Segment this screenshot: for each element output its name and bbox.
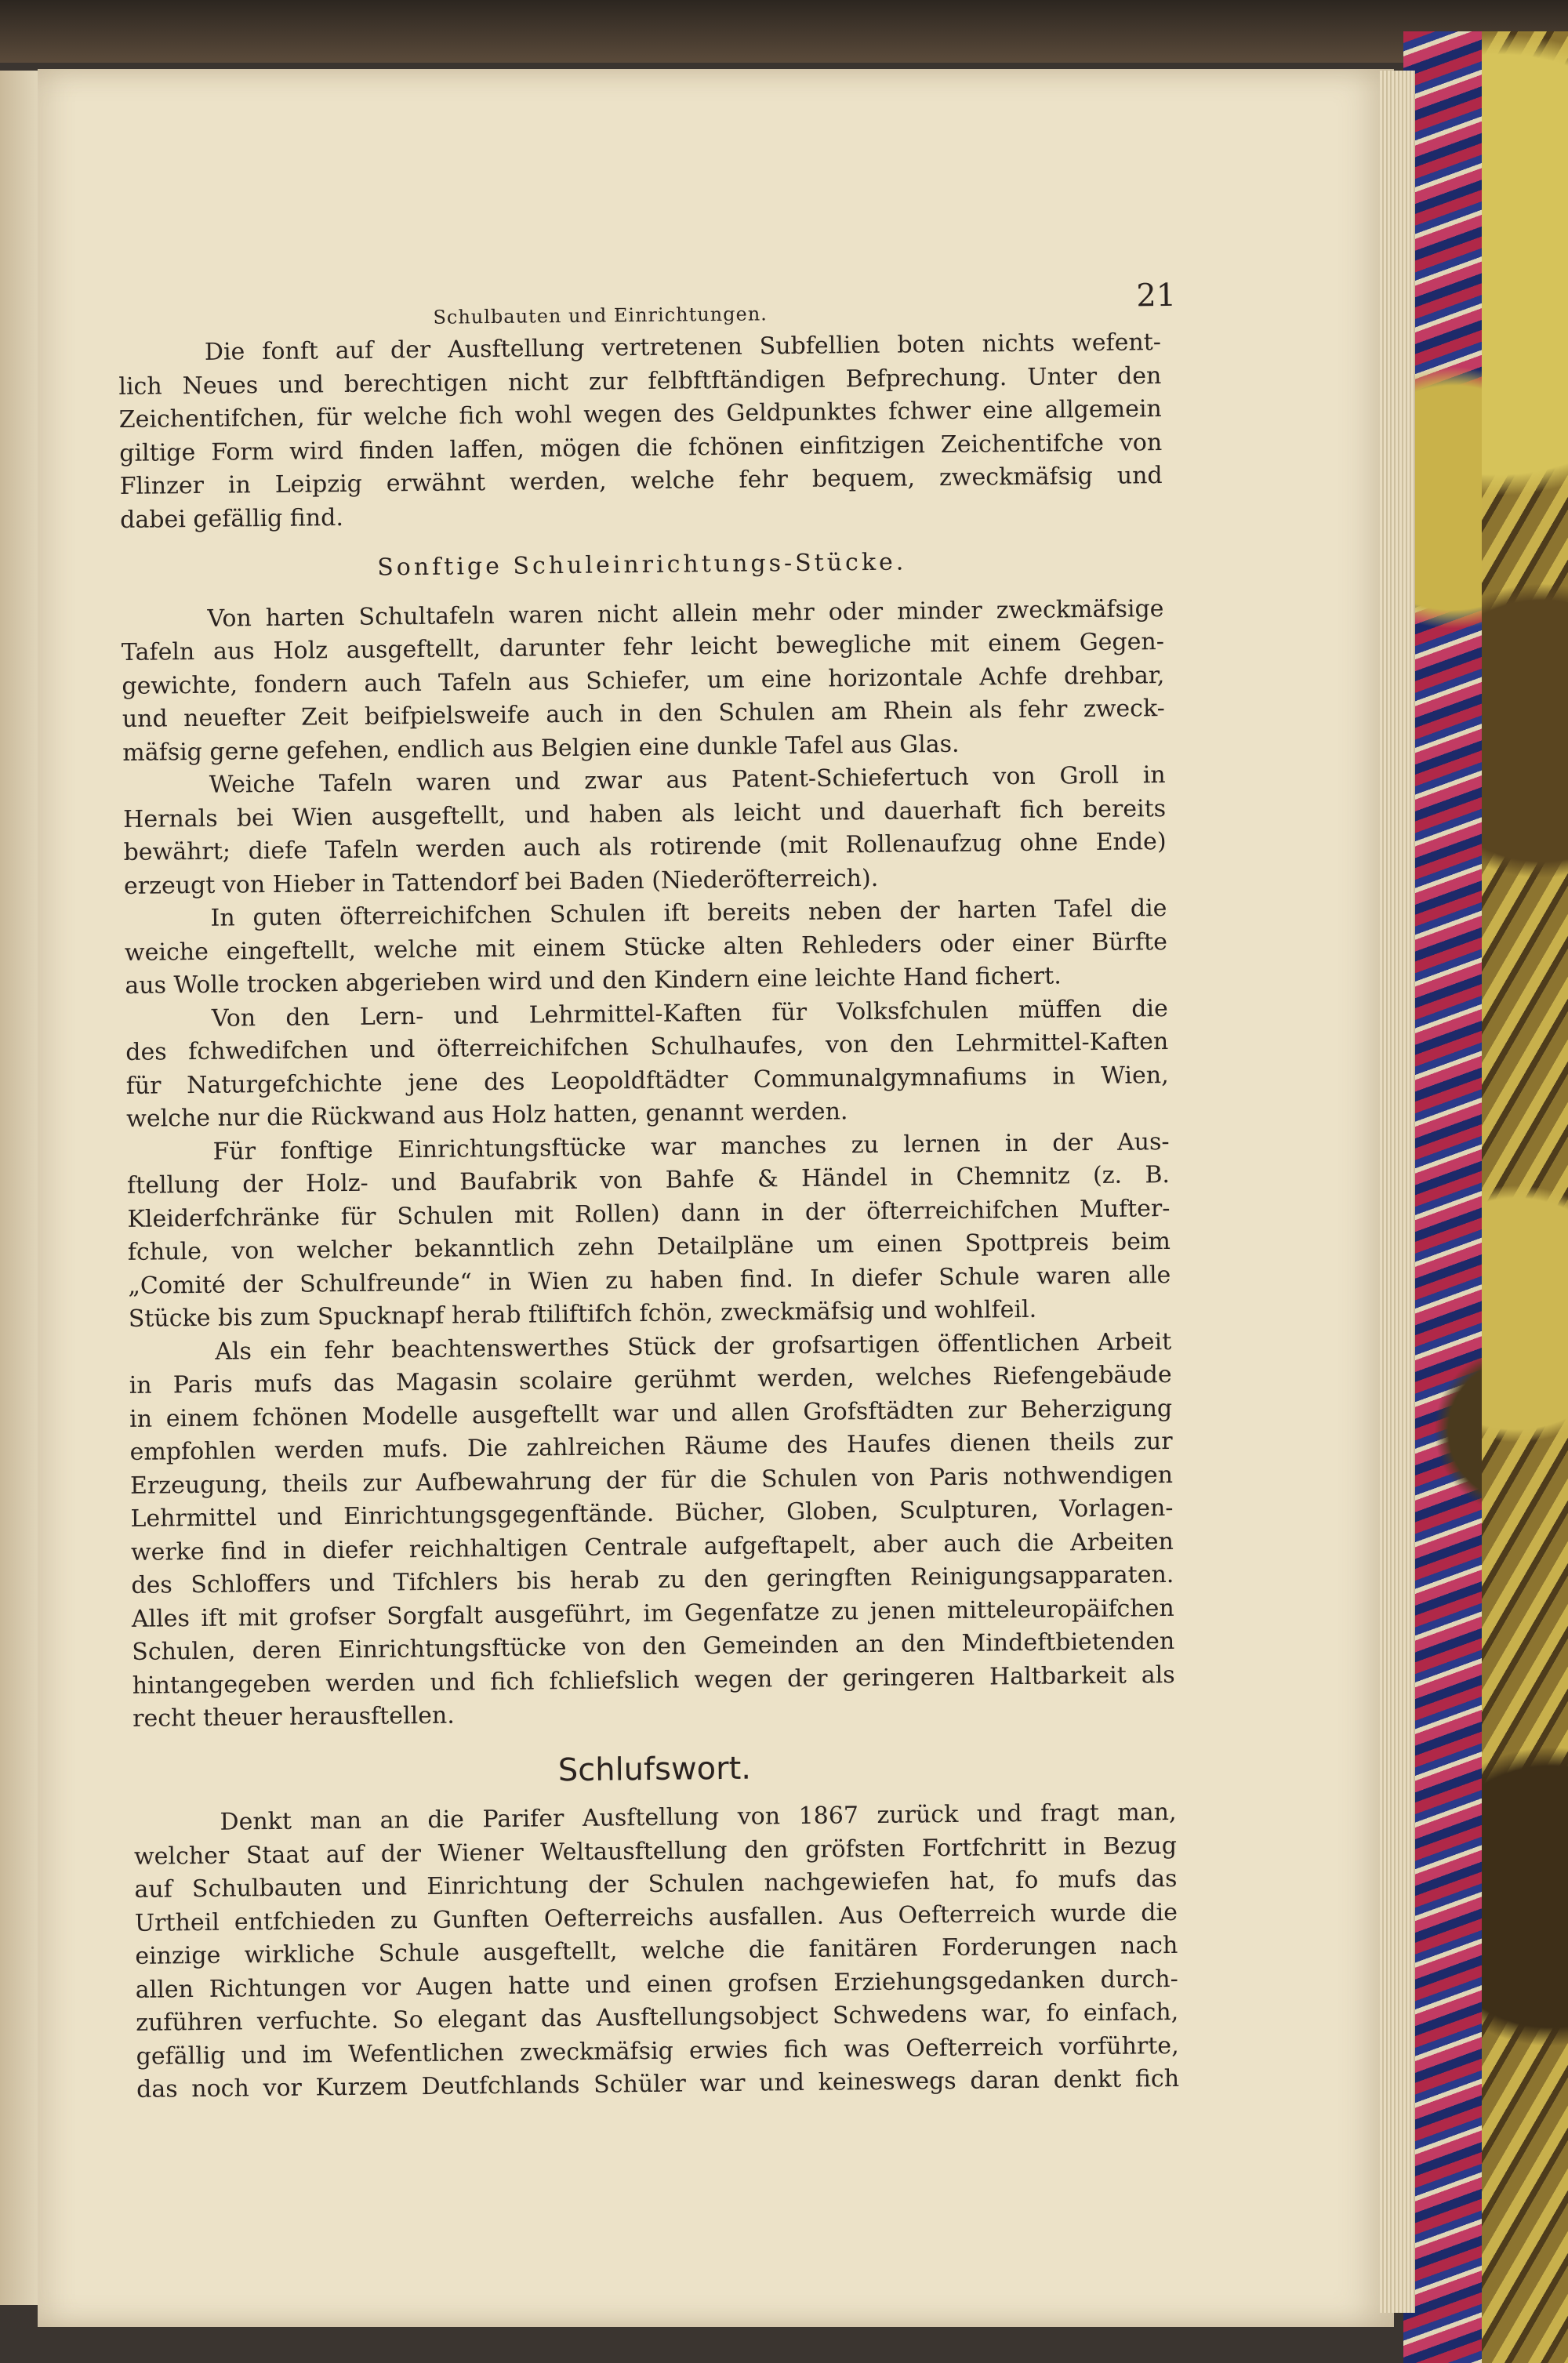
paragraph bbox=[118, 326, 1163, 537]
text-line: Von harten Schultafeln waren nicht allein mehr oder minder zweckmäfsige bbox=[207, 594, 1164, 633]
text-line: Lehrmittel und Einrichtungsgegenftände. Bücher, Globen, Sculpturen, Vorlagen- bbox=[130, 1494, 1174, 1533]
text-line: Alles ift mit grofser Sorgfalt ausgeführt, im Gegenfatze zu jenen mitteleuropäifchen bbox=[131, 1594, 1174, 1633]
text-line: Flinzer in Leipzig erwähnt werden, welche fehr bequem, zweckmäfsig und bbox=[119, 462, 1163, 500]
paragraph bbox=[124, 892, 1167, 1003]
closing-heading: Schlufswort. bbox=[557, 1750, 752, 1788]
text-line: Von den Lern- und Lehrmittel-Kaften für Volksfchulen müffen die bbox=[211, 994, 1168, 1033]
text-line: Tafeln aus Holz ausgeftellt, darunter fehr leicht bewegliche mit einem Gegen- bbox=[121, 628, 1165, 666]
text-line: Zeichentifchen, für welche fich wohl wegen des Geldpunktes fchwer eine allgemein bbox=[118, 395, 1162, 434]
running-title: Schulbauten und Einrichtungen. bbox=[433, 303, 768, 328]
text-line: in einem fchönen Modelle ausgeftellt war und allen Grofsftädten zur Beherzigung bbox=[129, 1394, 1173, 1433]
running-head bbox=[118, 271, 1177, 337]
page-text bbox=[118, 271, 1179, 2107]
text-line: hintangegeben werden und fich fchliefslich wegen der geringeren Haltbarkeit als bbox=[132, 1661, 1175, 1700]
text-line: zuführen verfuchte. So elegant das Ausftellungsobject Schwedens war, fo einfach, bbox=[136, 1998, 1179, 2037]
paragraph bbox=[121, 593, 1165, 770]
text-line: empfohlen werden mufs. Die zahlreichen Räume des Haufes dienen theils zur bbox=[129, 1427, 1173, 1466]
text-line: Stücke bis zum Spucknapf herab ftiliftifch fchön, zweckmäfsig und wohlfeil. bbox=[128, 1295, 1037, 1333]
text-line: des fchwedifchen und öfterreichifchen Schulhaufes, von den Lehrmittel-Kaften bbox=[125, 1028, 1169, 1066]
text-line: bewährt; diefe Tafeln werden auch als rotirende (mit Rollenaufzug ohne Ende) bbox=[123, 828, 1167, 866]
text-line: werke find in diefer reichhaltigen Centrale aufgeftapelt, aber auch die Arbeiten bbox=[130, 1527, 1174, 1566]
text-line: ftellung der Holz- und Baufabrik von Bahfe & Händel in Chemnitz (z. B. bbox=[126, 1161, 1171, 1200]
text-line: Kleiderfchränke für Schulen mit Rollen) dann in der öfterreichifchen Mufter- bbox=[127, 1194, 1171, 1233]
page-number: 21 bbox=[1136, 277, 1177, 314]
text-line: welche nur die Rückwand aus Holz hatten, genannt werden. bbox=[125, 1098, 848, 1133]
text-line: Erzeugung, theils zur Aufbewahrung der für die Schulen von Paris nothwendigen bbox=[129, 1461, 1174, 1500]
text-line: Weiche Tafeln waren und zwar aus Patent-Schiefertuch von Groll in bbox=[209, 761, 1166, 799]
paragraph bbox=[129, 1325, 1175, 1736]
marbled-paper bbox=[1482, 31, 1568, 2363]
text-line: auf Schulbauten und Einrichtung der Schulen nachgewiefen hat, fo mufs das bbox=[134, 1864, 1178, 1904]
text-line: einzige wirkliche Schule ausgeftellt, welche die fanitären Forderungen nach bbox=[135, 1931, 1178, 1970]
paragraph bbox=[125, 993, 1170, 1137]
text-line: das noch vor Kurzem Deutfchlands Schüler war und keineswegs daran denkt fich bbox=[136, 2064, 1180, 2103]
text-line: welcher Staat auf der Wiener Weltausftellung den gröfsten Fortfchritt in Bezug bbox=[133, 1831, 1178, 1871]
marbled-book-edge bbox=[1403, 31, 1568, 2363]
page-stack-edge bbox=[1380, 71, 1415, 2313]
text-line: Für fonftige Einrichtungsftücke war manches zu lernen in der Aus- bbox=[212, 1127, 1170, 1166]
text-line: Denkt man an die Parifer Ausftellung von 1867 zurück und fragt man, bbox=[220, 1798, 1177, 1836]
text-line: aus Wolle trocken abgerieben wird und den Kindern eine leichte Hand fichert. bbox=[125, 962, 1062, 1000]
text-line: Hernals bei Wien ausgeftellt, und haben als leicht und dauerhaft fich bereits bbox=[122, 794, 1167, 833]
text-line: gewichte, fondern auch Tafeln aus Schiefer, um eine horizontale Achfe drehbar, bbox=[122, 661, 1165, 700]
text-line: Als ein fehr beachtenswerthes Stück der grofsartigen öffentlichen Arbeit bbox=[215, 1327, 1172, 1366]
text-line: fchule, von welcher bekanntlich zehn Detailpläne um einen Spottpreis beim bbox=[127, 1228, 1171, 1266]
text-line: des Schloffers und Tifchlers bis herab zu den geringften Reinigungsapparaten. bbox=[131, 1560, 1174, 1599]
text-line: recht theuer herausftellen. bbox=[132, 1701, 455, 1733]
text-line: Urtheil entfchieden zu Gunften Oefterreichs ausfallen. Aus Oefterreich wurde die bbox=[134, 1898, 1178, 1937]
section-heading: Sonftige Schuleinrichtungs-Stücke. bbox=[377, 548, 907, 582]
text-line: mäfsig gerne gefehen, endlich aus Belgien eine dunkle Tafel aus Glas. bbox=[122, 730, 960, 767]
text-line: erzeugt von Hieber in Tattendorf bei Baden (Niederöfterreich). bbox=[123, 864, 879, 900]
text-line: allen Richtungen vor Augen hatte und einen grofsen Erziehungsgedanken durch- bbox=[135, 1965, 1178, 2004]
text-line: und neuefter Zeit beifpielsweife auch in den Schulen am Rhein als fehr zweck- bbox=[122, 695, 1165, 733]
text-line: Schulen, deren Einrichtungsftücke von den Gemeinden an den Mindeftbietenden bbox=[132, 1627, 1175, 1666]
text-line: für Naturgefchichte jene des Leopoldftädter Communalgymnafiums in Wien, bbox=[125, 1061, 1169, 1100]
text-line: weiche eingeftellt, welche mit einem Stücke alten Rehleders oder einer Bürfte bbox=[124, 927, 1168, 967]
text-line: lich Neues und berechtigen nicht zur felbftftändigen Befprechung. Unter den bbox=[118, 361, 1162, 401]
book-cover-top bbox=[0, 0, 1568, 63]
paragraph bbox=[126, 1126, 1171, 1337]
text-line: giltige Form wird finden laffen, mögen die fchönen einfitzigen Zeichentifche von bbox=[119, 428, 1163, 467]
text-line: In guten öfterreichifchen Schulen ift bereits neben der harten Tafel die bbox=[210, 895, 1167, 932]
paragraph bbox=[133, 1796, 1179, 2107]
text-line: dabei gefällig find. bbox=[119, 503, 344, 534]
text-line: „Comité der Schulfreunde“ in Wien zu haben find. In diefer Schule waren alle bbox=[128, 1261, 1171, 1300]
text-line: in Paris mufs das Magasin scolaire gerühmt werden, welches Riefengebäude bbox=[129, 1360, 1172, 1399]
text-line: Die fonft auf der Ausftellung vertretenen Subfellien boten nichts wefent- bbox=[204, 328, 1162, 366]
text-line: gefällig und im Wefentlichen zweckmäfsig erwies fich was Oefterreich vorführte, bbox=[136, 2031, 1179, 2071]
paragraph bbox=[123, 759, 1167, 903]
